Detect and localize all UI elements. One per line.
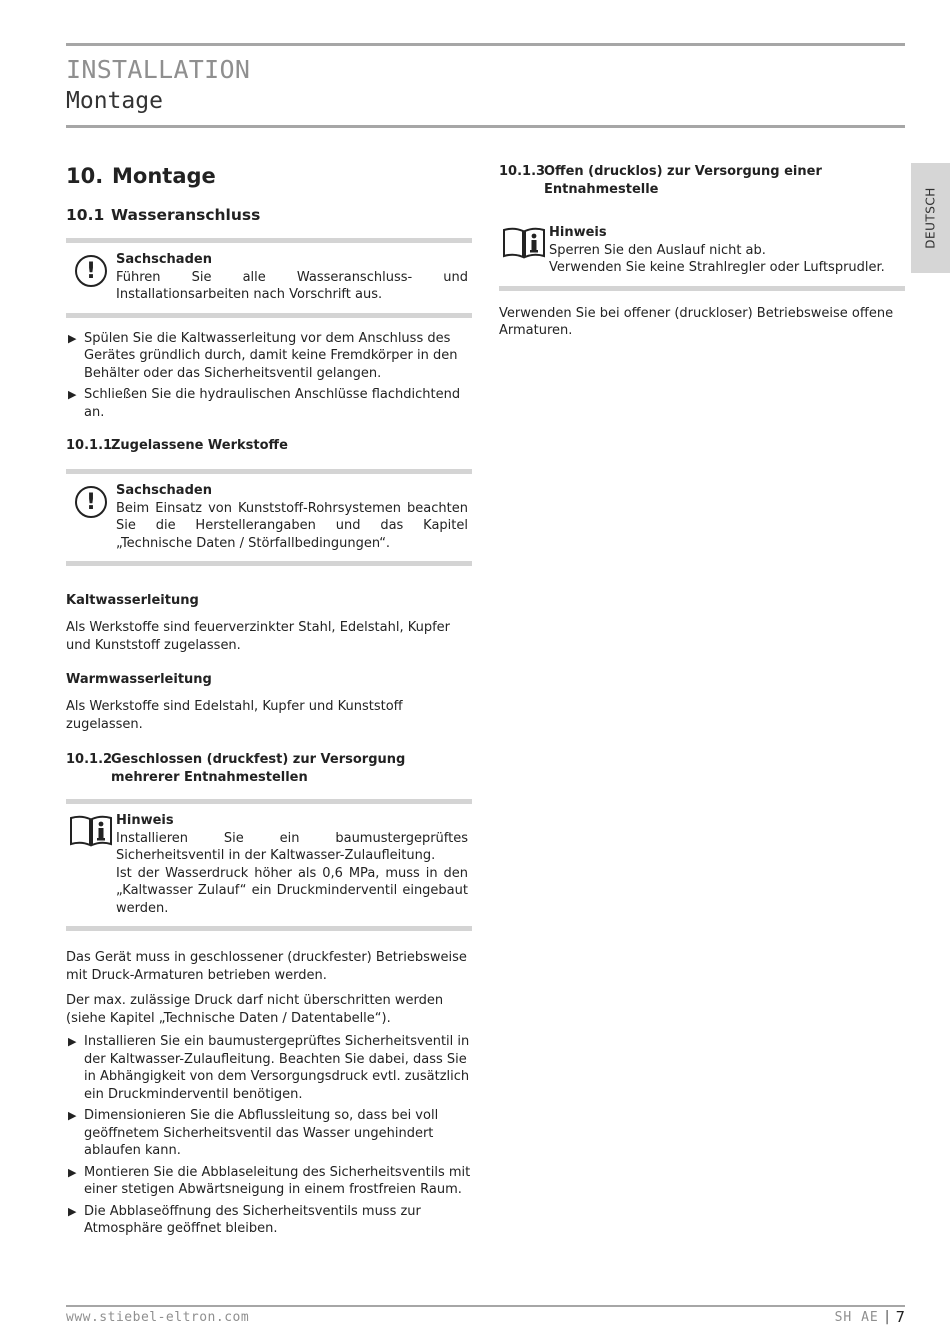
warning-text: Führen Sie alle Wasseranschluss- und Installationsarbeiten nach Vorschrift aus. <box>116 269 468 302</box>
text-warmwasserleitung: Als Werkstoffe sind Edelstahl, Kupfer und Kunststoff zugelassen. <box>66 699 403 732</box>
warning-title: Sachschaden <box>116 483 212 498</box>
footer-page-info <box>835 1308 905 1326</box>
language-tab <box>911 163 950 273</box>
subsection-heading-werkstoffe: 10.1.1Zugelassene Werkstoffe <box>66 438 288 453</box>
warning-box-1 <box>66 238 472 318</box>
paragraph-offene-armaturen: Verwenden Sie bei offener (druckloser) Betriebsweise offene Armaturen. <box>499 305 894 338</box>
header-title: INSTALLATION <box>66 55 251 84</box>
section-heading: 10. Montage <box>66 164 216 188</box>
note-line: Sperren Sie den Auslauf nicht ab. <box>549 242 766 258</box>
list-item: ▶ Montieren Sie die Abblaseleitung des Sicherheitsventils mit einer stetigen Abwärtsneigung in einem frostfreien Raum. <box>68 1164 471 1197</box>
list-item: ▶ Spülen Sie die Kaltwasserleitung vor dem Anschluss des Gerätes gründlich durch, damit keine Fremdkörper in den Behälter oder das Sicherheitsventil gelangen. <box>68 330 458 381</box>
warning-icon: ! <box>75 486 107 518</box>
footer-rule <box>66 1305 905 1307</box>
subsection-heading-geschlossen: 10.1.2Geschlossen (druckfest) zur Versorgung mehrerer Entnahmestellen <box>66 752 406 785</box>
note-box-2 <box>499 210 905 291</box>
note-line: Verwenden Sie keine Strahlregler oder Luftsprudler. <box>549 260 885 275</box>
info-book-icon <box>502 226 546 260</box>
info-book-icon <box>69 814 113 848</box>
note-line: Installieren Sie ein baumustergeprüftes Sicherheitsventil in der Kaltwasser-Zulaufleitung. <box>116 830 468 863</box>
language-tab-label: DEUTSCH <box>923 187 938 249</box>
left-column <box>66 160 472 1242</box>
header-bottom-rule <box>66 125 905 128</box>
instruction-list-1 <box>66 330 472 422</box>
footer-doc-code: SH AE <box>834 1309 879 1325</box>
note-title: Hinweis <box>116 813 174 828</box>
text-kaltwasserleitung: Als Werkstoffe sind feuerverzinkter Stahl, Edelstahl, Kupfer und Kunststoff zugelassen. <box>66 620 451 653</box>
header-top-rule <box>66 43 905 46</box>
warning-text: Beim Einsatz von Kunststoff-Rohrsystemen beachten Sie die Herstellerangaben und das Kapitel „Technische Daten / Störfallbedingungen“. <box>116 500 468 551</box>
heading-kaltwasserleitung: Kaltwasserleitung <box>66 593 199 608</box>
list-item: ▶ Dimensionieren Sie die Abflussleitung so, dass bei voll geöffnetem Sicherheitsventil das Wasser ungehindert ablaufen kann. <box>68 1108 439 1158</box>
paragraph-betriebsweise: Das Gerät muss in geschlossener (druckfester) Betriebsweise mit Druck-Armaturen betrieben werden. <box>66 950 467 983</box>
subsection-heading-wasseranschluss: 10.1 Wasseranschluss <box>66 206 261 224</box>
note-title: Hinweis <box>549 225 607 240</box>
right-column <box>499 160 905 340</box>
paragraph-max-druck: Der max. zulässige Druck darf nicht überschritten werden (siehe Kapitel „Technische Daten / Datentabelle“). <box>66 993 444 1026</box>
list-item: ▶ Die Abblaseöffnung des Sicherheitsventils muss zur Atmosphäre geöffnet bleiben. <box>68 1203 421 1236</box>
warning-title: Sachschaden <box>116 252 212 267</box>
warning-icon: ! <box>75 255 107 287</box>
page-number: 7 <box>895 1308 905 1326</box>
note-line: Ist der Wasserdruck höher als 0,6 MPa, muss in den „Kaltwasser Zulauf“ ein Druckminderventil eingebaut werden. <box>116 865 468 916</box>
footer-url: www.stiebel-eltron.com <box>66 1310 250 1325</box>
heading-warmwasserleitung: Warmwasserleitung <box>66 672 212 687</box>
footer-separator: | <box>884 1309 890 1325</box>
list-item: ▶ Schließen Sie die hydraulischen Anschlüsse flachdichtend an. <box>68 387 461 420</box>
instruction-list-2 <box>66 1033 472 1238</box>
list-item: ▶ Installieren Sie ein baumustergeprüftes Sicherheitsventil in der Kaltwasser-Zulaufleitung. Beachten Sie dabei, dass Sie in Abhängigkeit von dem Versorgungsdruck evtl. zusätzlich ein Druckminderventil benötigen. <box>68 1034 470 1102</box>
subsection-heading-offen: 10.1.3Offen (drucklos) zur Versorgung einer Entnahmestelle <box>499 164 822 197</box>
note-box-1 <box>66 799 472 931</box>
header-subtitle: Montage <box>66 88 163 114</box>
warning-box-2 <box>66 469 472 566</box>
